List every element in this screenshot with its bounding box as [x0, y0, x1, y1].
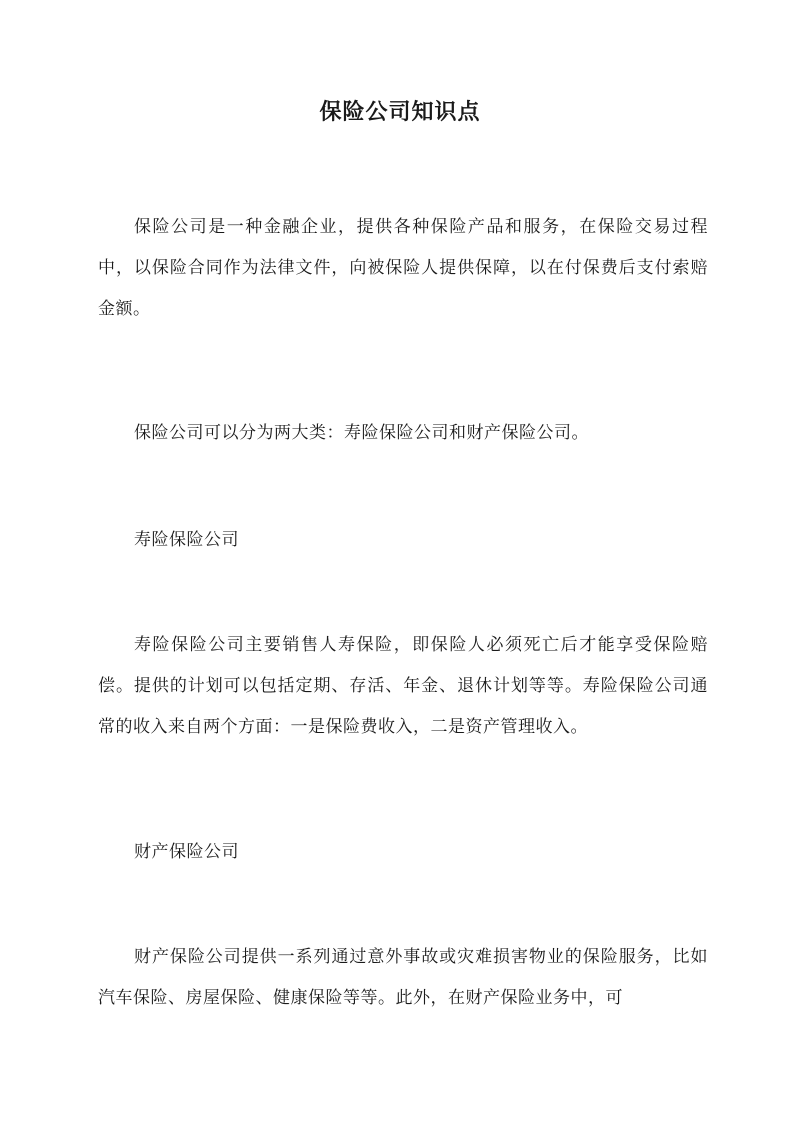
section-heading-property-insurance: 财产保险公司: [134, 842, 239, 862]
paragraph-life-insurance: 寿险保险公司主要销售人寿保险，即保险人必须死亡后才能享受保险赔偿。提供的计划可以包括定期、存活、年金、退休计划等等。寿险保险公司通常的收入来自两个方面：一是保险费收入，二是资产管理收入。: [98, 635, 708, 737]
paragraph-intro: 保险公司是一种金融企业，提供各种保险产品和服务，在保险交易过程中，以保险合同作为法律文件，向被保险人提供保障，以在付保费后支付索赔金额。: [98, 217, 708, 319]
paragraph-categories: 保险公司可以分为两大类：寿险保险公司和财产保险公司。: [134, 423, 589, 443]
section-heading-life-insurance: 寿险保险公司: [134, 530, 239, 550]
paragraph-property-insurance: 财产保险公司提供一系列通过意外事故或灾难损害物业的保险服务，比如汽车保险、房屋保险、健康保险等等。此外，在财产保险业务中，可: [98, 947, 708, 1008]
document-title: 保险公司知识点: [319, 99, 481, 125]
